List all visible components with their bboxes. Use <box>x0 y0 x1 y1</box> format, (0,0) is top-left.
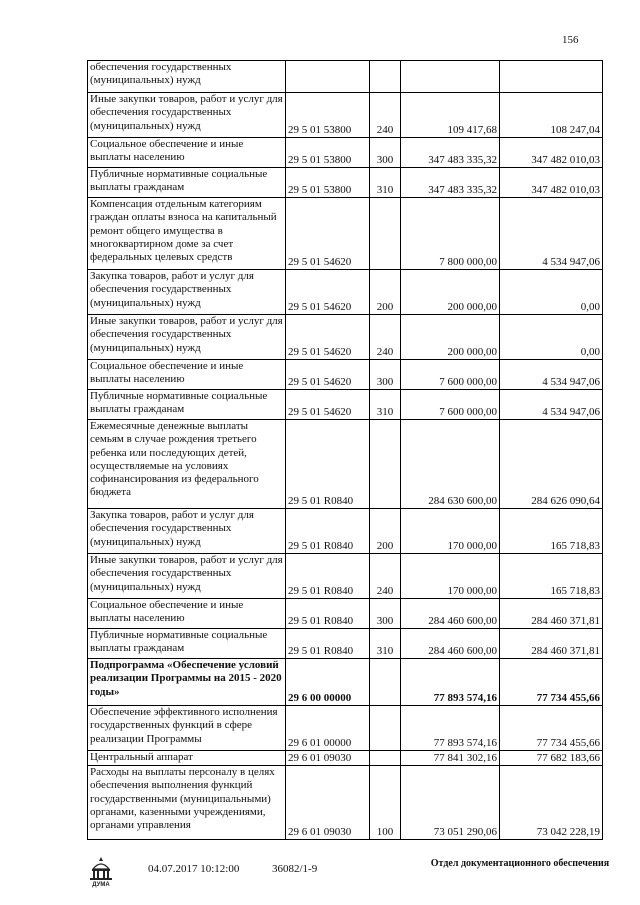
row-csr-code-cell: 29 5 01 54620 <box>286 360 370 390</box>
page-footer <box>0 855 640 895</box>
row-name-cell: Иные закупки товаров, работ и услуг для обеспечения государственных (муниципальных) нужд <box>88 554 286 599</box>
row-fact-amount-cell: 0,00 <box>500 315 603 360</box>
row-plan-amount-cell: 7 800 000,00 <box>401 198 500 270</box>
row-plan-amount-cell: 170 000,00 <box>401 554 500 599</box>
row-csr-code-cell: 29 5 01 R0840 <box>286 599 370 629</box>
table-row <box>88 659 603 706</box>
row-fact-amount-cell: 77 734 455,66 <box>500 706 603 751</box>
logo-text: ДУМА <box>92 882 110 888</box>
footer-datetime: 04.07.2017 10:12:00 <box>148 863 240 875</box>
budget-table <box>87 60 603 840</box>
row-plan-amount-cell: 7 600 000,00 <box>401 360 500 390</box>
row-vr-code-cell: 100 <box>370 766 401 840</box>
row-csr-code-cell <box>286 61 370 93</box>
row-fact-amount-cell: 284 626 090,64 <box>500 420 603 509</box>
row-csr-code-cell: 29 5 01 53800 <box>286 168 370 198</box>
row-plan-amount-cell: 73 051 290,06 <box>401 766 500 840</box>
table-row <box>88 751 603 766</box>
table-row <box>88 198 603 270</box>
row-plan-amount-cell: 347 483 335,32 <box>401 168 500 198</box>
row-csr-code-cell: 29 6 01 00000 <box>286 706 370 751</box>
table-row <box>88 629 603 659</box>
row-plan-amount-cell: 170 000,00 <box>401 509 500 554</box>
row-vr-code-cell <box>370 751 401 766</box>
row-name-cell: Обеспечение эффективного исполнения государственных функций в сфере реализации Программы <box>88 706 286 751</box>
row-name-cell: Социальное обеспечение и иные выплаты населению <box>88 360 286 390</box>
row-plan-amount-cell: 284 460 600,00 <box>401 599 500 629</box>
row-name-cell: Ежемесячные денежные выплаты семьям в случае рождения третьего ребенка или последующих детей, осуществляемые на условиях софинансирования из федерального бюджета <box>88 420 286 509</box>
row-csr-code-cell: 29 5 01 54620 <box>286 198 370 270</box>
row-fact-amount-cell: 347 482 010,03 <box>500 168 603 198</box>
row-vr-code-cell <box>370 706 401 751</box>
table-row <box>88 93 603 138</box>
row-name-cell: Публичные нормативные социальные выплаты гражданам <box>88 168 286 198</box>
row-vr-code-cell: 240 <box>370 315 401 360</box>
row-csr-code-cell: 29 5 01 R0840 <box>286 420 370 509</box>
row-fact-amount-cell: 0,00 <box>500 270 603 315</box>
table-row <box>88 138 603 168</box>
table-row <box>88 168 603 198</box>
footer-doc-number: 36082/1-9 <box>272 863 318 875</box>
row-vr-code-cell: 310 <box>370 168 401 198</box>
table-row <box>88 390 603 420</box>
row-plan-amount-cell: 7 600 000,00 <box>401 390 500 420</box>
table-row <box>88 420 603 509</box>
row-plan-amount-cell: 77 841 302,16 <box>401 751 500 766</box>
row-fact-amount-cell: 108 247,04 <box>500 93 603 138</box>
row-fact-amount-cell: 347 482 010,03 <box>500 138 603 168</box>
row-plan-amount-cell: 284 630 600,00 <box>401 420 500 509</box>
row-csr-code-cell: 29 5 01 R0840 <box>286 554 370 599</box>
row-fact-amount-cell: 284 460 371,81 <box>500 629 603 659</box>
table-row <box>88 270 603 315</box>
row-csr-code-cell: 29 5 01 54620 <box>286 270 370 315</box>
row-vr-code-cell: 310 <box>370 629 401 659</box>
row-plan-amount-cell: 200 000,00 <box>401 315 500 360</box>
row-vr-code-cell <box>370 659 401 706</box>
row-name-cell: Компенсация отдельным категориям граждан оплаты взноса на капитальный ремонт общего имущества в многоквартирном доме за счет федеральных целевых средств <box>88 198 286 270</box>
row-vr-code-cell: 200 <box>370 509 401 554</box>
row-vr-code-cell: 200 <box>370 270 401 315</box>
row-plan-amount-cell <box>401 61 500 93</box>
row-fact-amount-cell: 77 682 183,66 <box>500 751 603 766</box>
row-csr-code-cell: 29 5 01 53800 <box>286 93 370 138</box>
budget-table-body <box>88 61 603 840</box>
row-name-cell: Социальное обеспечение и иные выплаты населению <box>88 599 286 629</box>
row-fact-amount-cell: 165 718,83 <box>500 554 603 599</box>
table-row <box>88 315 603 360</box>
row-plan-amount-cell: 77 893 574,16 <box>401 659 500 706</box>
row-plan-amount-cell: 109 417,68 <box>401 93 500 138</box>
row-plan-amount-cell: 347 483 335,32 <box>401 138 500 168</box>
row-vr-code-cell: 300 <box>370 599 401 629</box>
row-fact-amount-cell: 4 534 947,06 <box>500 360 603 390</box>
row-fact-amount-cell: 284 460 371,81 <box>500 599 603 629</box>
footer-department: Отдел документационного обеспечения <box>430 858 610 869</box>
row-name-cell: Социальное обеспечение и иные выплаты населению <box>88 138 286 168</box>
row-fact-amount-cell: 77 734 455,66 <box>500 659 603 706</box>
row-csr-code-cell: 29 5 01 54620 <box>286 315 370 360</box>
row-csr-code-cell: 29 6 01 09030 <box>286 751 370 766</box>
table-row <box>88 509 603 554</box>
table-row <box>88 61 603 93</box>
duma-emblem-icon <box>84 855 118 889</box>
row-name-cell: Центральный аппарат <box>88 751 286 766</box>
row-vr-code-cell: 310 <box>370 390 401 420</box>
row-name-cell: Публичные нормативные социальные выплаты гражданам <box>88 629 286 659</box>
row-name-cell: Закупка товаров, работ и услуг для обеспечения государственных (муниципальных) нужд <box>88 270 286 315</box>
row-fact-amount-cell: 4 534 947,06 <box>500 198 603 270</box>
table-row <box>88 554 603 599</box>
table-row <box>88 706 603 751</box>
row-name-cell: Иные закупки товаров, работ и услуг для обеспечения государственных (муниципальных) нужд <box>88 315 286 360</box>
row-csr-code-cell: 29 5 01 R0840 <box>286 629 370 659</box>
table-row <box>88 599 603 629</box>
row-csr-code-cell: 29 6 01 09030 <box>286 766 370 840</box>
page-number: 156 <box>562 34 579 46</box>
row-vr-code-cell <box>370 61 401 93</box>
row-fact-amount-cell: 73 042 228,19 <box>500 766 603 840</box>
row-vr-code-cell <box>370 198 401 270</box>
row-name-cell: Публичные нормативные социальные выплаты гражданам <box>88 390 286 420</box>
row-fact-amount-cell: 4 534 947,06 <box>500 390 603 420</box>
row-vr-code-cell: 300 <box>370 360 401 390</box>
row-name-cell: Подпрограмма «Обеспечение условий реализации Программы на 2015 - 2020 годы» <box>88 659 286 706</box>
row-csr-code-cell: 29 5 01 R0840 <box>286 509 370 554</box>
row-csr-code-cell: 29 5 01 53800 <box>286 138 370 168</box>
table-row <box>88 360 603 390</box>
row-vr-code-cell: 240 <box>370 93 401 138</box>
row-plan-amount-cell: 284 460 600,00 <box>401 629 500 659</box>
row-vr-code-cell: 240 <box>370 554 401 599</box>
row-name-cell: Расходы на выплаты персоналу в целях обеспечения выполнения функций государственными (муниципальными) органами, казенными учреждениями, органами управления <box>88 766 286 840</box>
row-name-cell: Закупка товаров, работ и услуг для обеспечения государственных (муниципальных) нужд <box>88 509 286 554</box>
table-row <box>88 766 603 840</box>
row-fact-amount-cell <box>500 61 603 93</box>
row-plan-amount-cell: 77 893 574,16 <box>401 706 500 751</box>
row-vr-code-cell: 300 <box>370 138 401 168</box>
row-vr-code-cell <box>370 420 401 509</box>
row-name-cell: Иные закупки товаров, работ и услуг для обеспечения государственных (муниципальных) нужд <box>88 93 286 138</box>
row-csr-code-cell: 29 6 00 00000 <box>286 659 370 706</box>
row-plan-amount-cell: 200 000,00 <box>401 270 500 315</box>
row-fact-amount-cell: 165 718,83 <box>500 509 603 554</box>
row-name-cell: обеспечения государственных (муниципальных) нужд <box>88 61 286 93</box>
row-csr-code-cell: 29 5 01 54620 <box>286 390 370 420</box>
